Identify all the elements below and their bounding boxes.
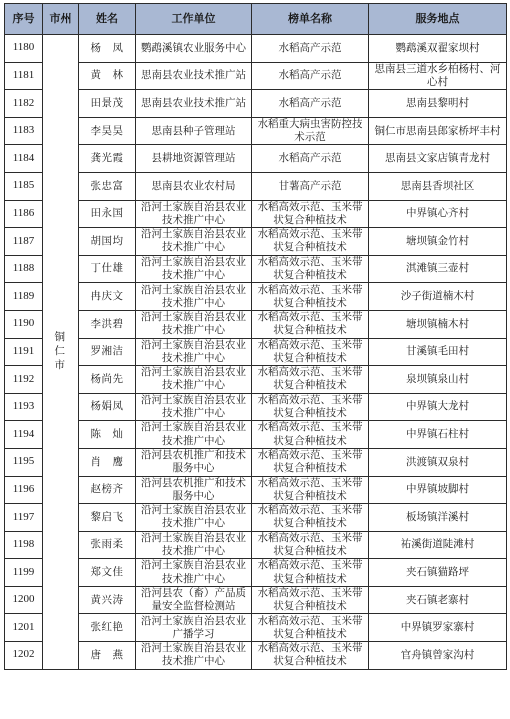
cell-name: 杨 凤 [79,35,136,63]
table-row [5,642,507,670]
cell-service-location: 夹石镇老寨村 [369,586,507,614]
cell-list-name: 水稻高效示范、玉米带状复合种植技术 [252,504,369,532]
cell-list-name: 水稻高产示范 [252,145,369,173]
cell-workplace: 沿河土家族自治县农业技术推广中心 [136,366,252,394]
cell-service-location: 思南县香坝社区 [369,172,507,200]
cell-workplace: 思南县农业农村局 [136,172,252,200]
cell-seq: 1183 [5,117,43,145]
cell-seq: 1194 [5,421,43,449]
table-row [5,504,507,532]
cell-list-name: 水稻高效示范、玉米带状复合种植技术 [252,255,369,283]
cell-service-location: 思南县三道水乡柏杨村、河心村 [369,62,507,90]
cell-service-location: 祐溪街道陡滩村 [369,531,507,559]
cell-workplace: 沿河土家族自治县农业技术推广中心 [136,642,252,670]
cell-list-name: 水稻高效示范、玉米带状复合种植技术 [252,614,369,642]
cell-seq: 1201 [5,614,43,642]
cell-name: 黄兴涛 [79,586,136,614]
cell-workplace: 沿河土家族自治县农业技术推广中心 [136,559,252,587]
cell-seq: 1187 [5,228,43,256]
cell-name: 冉庆文 [79,283,136,311]
cell-name: 李洪碧 [79,310,136,338]
cell-service-location: 中界镇石柱村 [369,421,507,449]
cell-name: 唐 燕 [79,642,136,670]
cell-seq: 1200 [5,586,43,614]
cell-seq: 1181 [5,62,43,90]
table-row [5,62,507,90]
table-row [5,117,507,145]
cell-workplace: 思南县种子管理站 [136,117,252,145]
cell-seq: 1191 [5,338,43,366]
cell-name: 黄 林 [79,62,136,90]
cell-list-name: 水稻高效示范、玉米带状复合种植技术 [252,531,369,559]
cell-name: 田景茂 [79,90,136,118]
table-row [5,145,507,173]
cell-service-location: 中界镇心齐村 [369,200,507,228]
cell-service-location: 中界镇罗家寨村 [369,614,507,642]
cell-name: 张忠富 [79,172,136,200]
cell-service-location: 夹石镇猫路坪 [369,559,507,587]
table-row [5,228,507,256]
cell-name: 肖 鹰 [79,448,136,476]
cell-service-location: 铜仁市思南县郎家桥坪丰村 [369,117,507,145]
cell-service-location: 中界镇大龙村 [369,393,507,421]
cell-service-location: 塘坝镇楠木村 [369,310,507,338]
table-row [5,366,507,394]
cell-service-location: 思南县黎明村 [369,90,507,118]
table-row [5,255,507,283]
city-label: 铜仁市 [54,331,67,371]
cell-workplace: 沿河土家族自治县农业技术推广中心 [136,310,252,338]
cell-seq: 1182 [5,90,43,118]
cell-workplace: 思南县农业技术推广站 [136,90,252,118]
cell-seq: 1198 [5,531,43,559]
cell-service-location: 泉坝镇泉山村 [369,366,507,394]
cell-service-location: 鹦鹉溪双翟家坝村 [369,35,507,63]
cell-seq: 1189 [5,283,43,311]
cell-service-location: 中界镇坡脚村 [369,476,507,504]
header-seq: 序号 [5,4,43,35]
cell-seq: 1180 [5,35,43,63]
cell-service-location: 官舟镇曾家沟村 [369,642,507,670]
cell-name: 赵榜齐 [79,476,136,504]
cell-workplace: 沿河土家族自治县农业技术推广中心 [136,255,252,283]
cell-list-name: 水稻高产示范 [252,62,369,90]
table-row [5,35,507,63]
cell-workplace: 沿河土家族自治县农业技术推广中心 [136,421,252,449]
cell-list-name: 水稻高效示范、玉米带状复合种植技术 [252,559,369,587]
table-row [5,531,507,559]
table-row [5,90,507,118]
table-row [5,310,507,338]
cell-workplace: 思南县农业技术推广站 [136,62,252,90]
table-row [5,559,507,587]
cell-list-name: 水稻重大病虫害防控技术示范 [252,117,369,145]
cell-workplace: 沿河土家族自治县农业技术推广中心 [136,200,252,228]
cell-name: 胡国均 [79,228,136,256]
table-row [5,393,507,421]
cell-list-name: 水稻高效示范、玉米带状复合种植技术 [252,421,369,449]
cell-name: 黎启飞 [79,504,136,532]
header-workplace: 工作单位 [136,4,252,35]
table-row [5,283,507,311]
table-body [5,35,507,670]
header-list-name: 榜单名称 [252,4,369,35]
roster-table [4,3,507,670]
cell-list-name: 水稻高效示范、玉米带状复合种植技术 [252,586,369,614]
cell-seq: 1193 [5,393,43,421]
cell-workplace: 鹦鹉溪镇农业服务中心 [136,35,252,63]
cell-seq: 1199 [5,559,43,587]
table-header-row [5,4,507,35]
cell-list-name: 水稻高效示范、玉米带状复合种植技术 [252,642,369,670]
cell-workplace: 沿河土家族自治县农业技术推广中心 [136,338,252,366]
header-service-location: 服务地点 [369,4,507,35]
table-row [5,172,507,200]
cell-seq: 1186 [5,200,43,228]
cell-list-name: 水稻高产示范 [252,35,369,63]
cell-name: 陈 灿 [79,421,136,449]
cell-service-location: 沙子街道楠木村 [369,283,507,311]
cell-workplace: 沿河土家族自治县农业技术推广中心 [136,504,252,532]
cell-list-name: 水稻高效示范、玉米带状复合种植技术 [252,476,369,504]
cell-list-name: 水稻高效示范、玉米带状复合种植技术 [252,283,369,311]
cell-list-name: 水稻高效示范、玉米带状复合种植技术 [252,228,369,256]
cell-name: 杨尚先 [79,366,136,394]
cell-workplace: 县耕地资源管理站 [136,145,252,173]
cell-service-location: 板场镇洋溪村 [369,504,507,532]
cell-service-location: 塘坝镇金竹村 [369,228,507,256]
header-name: 姓名 [79,4,136,35]
cell-service-location: 思南县文家店镇青龙村 [369,145,507,173]
cell-service-location: 洪渡镇双泉村 [369,448,507,476]
cell-seq: 1196 [5,476,43,504]
cell-name: 李昊昊 [79,117,136,145]
header-city: 市州 [43,4,79,35]
table-row [5,200,507,228]
cell-seq: 1185 [5,172,43,200]
cell-name: 郑文佳 [79,559,136,587]
cell-workplace: 沿河县农机推广和技术服务中心 [136,476,252,504]
cell-seq: 1195 [5,448,43,476]
cell-list-name: 水稻高效示范、玉米带状复合种植技术 [252,200,369,228]
cell-list-name: 水稻高效示范、玉米带状复合种植技术 [252,393,369,421]
cell-workplace: 沿河土家族自治县农业广播学习 [136,614,252,642]
table-row [5,421,507,449]
table-row [5,338,507,366]
cell-workplace: 沿河县农机推广和技术服务中心 [136,448,252,476]
cell-seq: 1197 [5,504,43,532]
cell-city [43,35,79,670]
cell-list-name: 水稻高产示范 [252,90,369,118]
table-row [5,476,507,504]
cell-service-location: 甘溪镇毛田村 [369,338,507,366]
cell-seq: 1188 [5,255,43,283]
cell-list-name: 水稻高效示范、玉米带状复合种植技术 [252,448,369,476]
cell-list-name: 甘薯高产示范 [252,172,369,200]
cell-list-name: 水稻高效示范、玉米带状复合种植技术 [252,338,369,366]
cell-seq: 1184 [5,145,43,173]
cell-seq: 1192 [5,366,43,394]
cell-name: 罗湘洁 [79,338,136,366]
cell-service-location: 淇滩镇三壶村 [369,255,507,283]
cell-workplace: 沿河土家族自治县农业技术推广中心 [136,531,252,559]
cell-workplace: 沿河土家族自治县农业技术推广中心 [136,283,252,311]
cell-name: 杨娟凤 [79,393,136,421]
cell-seq: 1202 [5,642,43,670]
cell-workplace: 沿河土家族自治县农业技术推广中心 [136,393,252,421]
table-row [5,448,507,476]
cell-name: 龚光霞 [79,145,136,173]
cell-workplace: 沿河县农（畜）产品质量安全监督检测站 [136,586,252,614]
cell-list-name: 水稻高效示范、玉米带状复合种植技术 [252,366,369,394]
cell-name: 丁仕雄 [79,255,136,283]
table-row [5,614,507,642]
cell-list-name: 水稻高效示范、玉米带状复合种植技术 [252,310,369,338]
cell-name: 张雨柔 [79,531,136,559]
cell-name: 张红艳 [79,614,136,642]
cell-name: 田永国 [79,200,136,228]
table-row [5,586,507,614]
cell-workplace: 沿河土家族自治县农业技术推广中心 [136,228,252,256]
cell-seq: 1190 [5,310,43,338]
